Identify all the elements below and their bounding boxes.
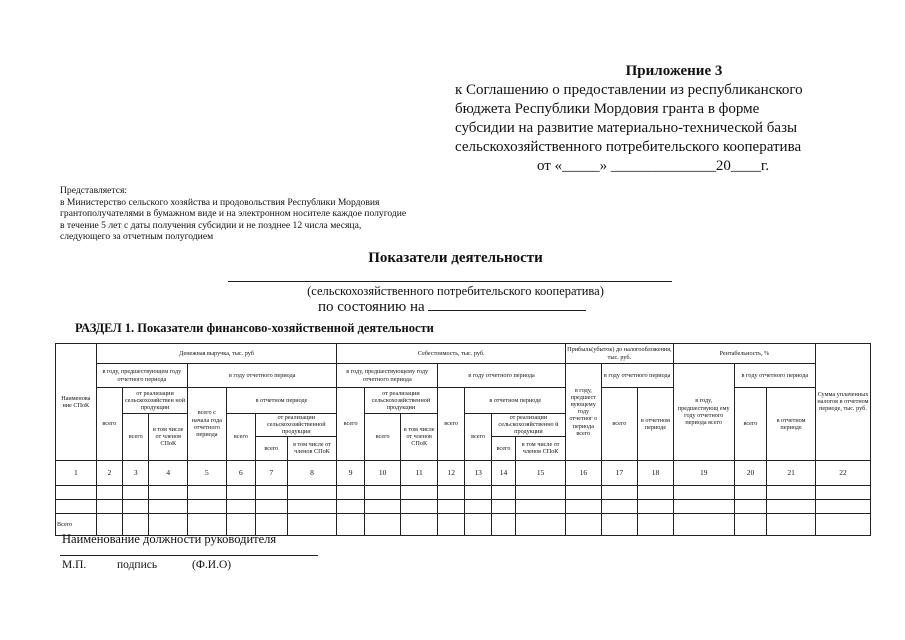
- header-cost-prev-year: в году, предшествующему году отчетного периода: [337, 364, 438, 388]
- header-cost-total: всего: [337, 388, 364, 461]
- table-cell[interactable]: [149, 499, 188, 513]
- appendix-line: субсидии на развитие материально-технической базы: [455, 120, 798, 136]
- table-cell[interactable]: [815, 513, 870, 535]
- table-cell[interactable]: [566, 499, 602, 513]
- table-cell[interactable]: [188, 499, 227, 513]
- table-cell[interactable]: [188, 485, 227, 499]
- table-cell[interactable]: [437, 513, 464, 535]
- column-number: 4: [149, 460, 188, 485]
- header-rev-from-year-start: всего с начала года отчетного периода: [188, 388, 227, 461]
- header-name: Наименова ние СПоК: [56, 344, 97, 461]
- org-caption: (сельскохозяйственного потребительского кооператива): [307, 284, 604, 298]
- table-row: [56, 485, 871, 499]
- appendix-line: бюджета Республики Мордовия гранта в форме: [455, 101, 760, 117]
- header-revenue: Денежная выручка, тыс. руб: [96, 344, 337, 364]
- table-cell[interactable]: [638, 485, 674, 499]
- table-cell[interactable]: [437, 485, 464, 499]
- as-of-row: [318, 298, 586, 316]
- column-number: 11: [401, 460, 438, 485]
- header-rent-prev-year: в году, предшествующ ему году отчетного периода всего: [673, 364, 734, 461]
- header-rent-current-year: в году отчетного периода: [734, 364, 815, 388]
- table-cell[interactable]: [287, 499, 337, 513]
- header-cost-incl-members: в том числе от членов СПоК: [401, 414, 438, 461]
- column-number: 12: [437, 460, 464, 485]
- table-cell[interactable]: [226, 499, 255, 513]
- header-taxes: Сумма уплаченных налогов в отчетном периоде, тыс. руб.: [815, 344, 870, 461]
- column-number: 20: [734, 460, 767, 485]
- appendix-title: Приложение 3: [625, 63, 723, 79]
- as-of-date-field: [428, 298, 586, 311]
- section-title: РАЗДЕЛ 1. Показатели финансово-хозяйственной деятельности: [75, 321, 434, 335]
- column-number: 2: [96, 460, 122, 485]
- header-cost: Себестоимость, тыс. руб.: [337, 344, 566, 364]
- appendix-date-line: от «_____» ______________20____г.: [537, 158, 770, 174]
- header-rent-in-period: в отчетном периоде: [767, 388, 816, 461]
- table-cell[interactable]: [673, 499, 734, 513]
- table-cell[interactable]: [364, 485, 401, 499]
- submission-line: грантополучателями в бумажном виде и на электронном носителе каждое полугодие: [60, 208, 407, 220]
- table-cell[interactable]: [337, 485, 364, 499]
- table-cell[interactable]: [491, 499, 515, 513]
- table-cell[interactable]: [287, 485, 337, 499]
- table-cell[interactable]: [516, 485, 566, 499]
- column-number: 15: [516, 460, 566, 485]
- signature-label: подпись: [117, 559, 158, 571]
- submission-line: Представляется:: [60, 185, 128, 196]
- column-number: 6: [226, 460, 255, 485]
- column-number: 5: [188, 460, 227, 485]
- head-position-line: [60, 555, 318, 556]
- submission-line: следующего за отчетным полугодием: [60, 231, 214, 243]
- table-cell[interactable]: [767, 513, 816, 535]
- header-profit-in-period: в отчетном периоде: [638, 388, 674, 461]
- table-cell[interactable]: [815, 499, 870, 513]
- table-cell[interactable]: [256, 499, 287, 513]
- table-cell[interactable]: [734, 513, 767, 535]
- header-cost-current-year: в году отчетного периода: [437, 364, 565, 388]
- submission-note: [60, 185, 406, 243]
- table-cell[interactable]: [401, 513, 438, 535]
- table-cell[interactable]: [256, 485, 287, 499]
- table-cell[interactable]: [123, 485, 149, 499]
- table-cell[interactable]: [601, 485, 638, 499]
- column-number: 21: [767, 460, 816, 485]
- header-rev-total: всего: [96, 388, 122, 461]
- table-cell[interactable]: [638, 499, 674, 513]
- column-number: 18: [638, 460, 674, 485]
- table-cell[interactable]: [149, 485, 188, 499]
- table-cell[interactable]: [638, 513, 674, 535]
- table-cell[interactable]: [767, 499, 816, 513]
- column-number: 1: [56, 460, 97, 485]
- column-number: 9: [337, 460, 364, 485]
- table-cell[interactable]: [491, 485, 515, 499]
- column-number: 10: [364, 460, 401, 485]
- header-rev-period-total: всего: [226, 414, 255, 461]
- table-cell[interactable]: [767, 485, 816, 499]
- appendix-line: сельскохозяйственного потребительского кооператива: [455, 139, 802, 155]
- column-numbers-row: [56, 460, 871, 485]
- table-cell[interactable]: [465, 499, 491, 513]
- table-cell[interactable]: [56, 499, 97, 513]
- header-revenue-prev-year: в году, предшествующем году отчетного периода: [96, 364, 187, 388]
- table-cell[interactable]: [364, 513, 401, 535]
- table-cell[interactable]: [734, 499, 767, 513]
- header-rev-from-sales: от реализации сельскохозяйствен ной продукции: [123, 388, 188, 414]
- header-rev-period-incl-members: в том числе от членов СПоК: [287, 436, 337, 460]
- appendix-line: к Соглашению о предоставлении из республиканского: [455, 82, 803, 98]
- column-number: 14: [491, 460, 515, 485]
- table-cell[interactable]: [96, 499, 122, 513]
- table-cell[interactable]: [566, 485, 602, 499]
- header-cost-in-period: в отчетном периоде: [465, 388, 566, 414]
- header-rev-in-period: в отчетном периоде: [226, 388, 337, 414]
- table-cell[interactable]: [337, 513, 364, 535]
- table-cell[interactable]: [226, 485, 255, 499]
- total-label: Всего: [56, 513, 97, 535]
- header-rentability: Рентабельность, %: [673, 344, 815, 364]
- table-cell[interactable]: [815, 485, 870, 499]
- table-cell[interactable]: [287, 513, 337, 535]
- header-revenue-current-year: в году отчетного периода: [188, 364, 337, 388]
- header-profit-total: всего: [601, 388, 638, 461]
- table-cell[interactable]: [437, 499, 464, 513]
- table-cell[interactable]: [364, 499, 401, 513]
- column-number: 22: [815, 460, 870, 485]
- as-of-label: по состоянию на: [318, 299, 425, 315]
- header-cost-period-incl-members: в том числе от членов СПоК: [516, 436, 566, 460]
- table-cell[interactable]: [401, 485, 438, 499]
- table-cell[interactable]: [516, 513, 566, 535]
- header-profit-current-year: в году отчетного периода: [601, 364, 673, 388]
- header-rev-incl-members: в том числе от членов СПоК: [149, 414, 188, 461]
- column-number: 16: [566, 460, 602, 485]
- header-rev-period-from-sales: от реализации сельскохозяйственной продукции: [256, 414, 337, 437]
- column-number: 19: [673, 460, 734, 485]
- table-cell[interactable]: [516, 499, 566, 513]
- table-cell[interactable]: [566, 513, 602, 535]
- indicators-table: [55, 343, 871, 536]
- table-cell[interactable]: [601, 499, 638, 513]
- header-cost-sales-total: всего: [364, 414, 401, 461]
- header-cost-from-sales: от реализации сельскохозяйственной продукции: [364, 388, 437, 414]
- header-cost-total-cur: всего: [437, 388, 464, 461]
- column-number: 3: [123, 460, 149, 485]
- header-cost-period-total: всего: [465, 414, 491, 461]
- column-number: 17: [601, 460, 638, 485]
- column-number: 13: [465, 460, 491, 485]
- appendix-block: [455, 62, 875, 176]
- table-row: [56, 499, 871, 513]
- header-rev-sales-total: всего: [123, 414, 149, 461]
- header-cost-period-from-sales: от реализации сельскохозяйственно й продукции: [491, 414, 565, 437]
- table-cell[interactable]: [465, 485, 491, 499]
- table-cell[interactable]: [491, 513, 515, 535]
- column-number: 7: [256, 460, 287, 485]
- table-cell[interactable]: [673, 485, 734, 499]
- stamp-label: М.П.: [62, 559, 87, 571]
- header-cost-period-sales-total: всего: [491, 436, 515, 460]
- header-profit: Прибыль(убыток) до налогообложения, тыс. руб.: [566, 344, 674, 364]
- table-cell[interactable]: [56, 485, 97, 499]
- table-cell[interactable]: [401, 499, 438, 513]
- org-name-line: [228, 281, 672, 282]
- table-cell[interactable]: [601, 513, 638, 535]
- table-cell[interactable]: [337, 499, 364, 513]
- column-number: 8: [287, 460, 337, 485]
- header-rent-total: всего: [734, 388, 767, 461]
- header-rev-period-sales-total: всего: [256, 436, 287, 460]
- table-cell[interactable]: [734, 485, 767, 499]
- table-cell[interactable]: [673, 513, 734, 535]
- table-cell[interactable]: [96, 485, 122, 499]
- page-title: Показатели деятельности: [368, 250, 543, 266]
- submission-line: в Министерство сельского хозяйства и продовольствия Республики Мордовия: [60, 196, 380, 208]
- header-profit-prev-year: в году, предшест вующему году отчетног о периода всего: [566, 364, 602, 461]
- head-position-label: Наименование должности руководителя: [62, 532, 277, 546]
- table-cell[interactable]: [465, 513, 491, 535]
- full-name-label: (Ф.И.О): [192, 559, 232, 571]
- table-cell[interactable]: [123, 499, 149, 513]
- submission-line: в течение 5 лет с даты получения субсидии и не позднее 12 числа месяца,: [60, 219, 362, 231]
